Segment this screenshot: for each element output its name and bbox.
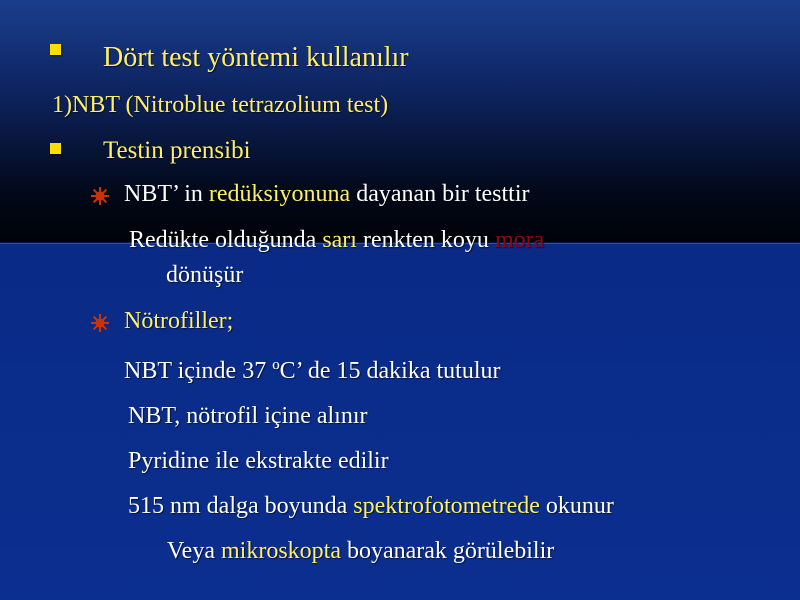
slide-heading: Dört test yöntemi kullanılır <box>103 42 409 73</box>
step-4 <box>128 493 614 520</box>
alternative-highlight: mikroskopta <box>220 538 341 564</box>
step-1-text: NBT içinde 37 ºC’ de 15 dakika tutulur <box>124 358 501 384</box>
principle-title: Testin prensibi <box>103 137 251 164</box>
alternative-line <box>167 538 554 565</box>
principle-text-1: NBT’ in <box>124 181 209 207</box>
color-change-continuation: dönüşür <box>166 262 244 288</box>
square-bullet-icon <box>50 143 61 154</box>
alternative-text-2: boyanarak görülebilir <box>340 538 555 564</box>
color-change-text-2: renkten koyu <box>356 227 495 253</box>
color-yellow-word: sarı <box>322 227 357 253</box>
step-2-text: NBT, nötrofil içine alınır <box>128 403 368 429</box>
color-change-text-1: Redükte olduğunda <box>129 227 323 253</box>
nbt-title: 1)NBT (Nitroblue tetrazolium test) <box>52 92 389 118</box>
color-purple-word: mora <box>494 227 545 253</box>
step-4-text-1: 515 nm dalga boyunda <box>128 493 354 519</box>
step-1 <box>124 358 501 385</box>
color-change-line <box>129 227 544 254</box>
principle-highlight: redüksiyonuna <box>208 181 351 207</box>
square-bullet-icon <box>50 44 61 55</box>
starburst-bullet-icon <box>90 313 110 333</box>
step-3 <box>128 448 389 475</box>
neutrophils-title: Nötrofiller; <box>124 308 234 334</box>
step-2 <box>128 403 368 430</box>
step-3-text: Pyridine ile ekstrakte edilir <box>128 448 389 474</box>
principle-line <box>124 181 529 208</box>
step-4-highlight: spektrofotometrede <box>353 493 540 519</box>
starburst-bullet-icon <box>90 186 110 206</box>
step-4-text-2: okunur <box>539 493 614 519</box>
principle-text-2: dayanan bir testtir <box>350 181 530 207</box>
alternative-text-1: Veya <box>167 538 221 564</box>
